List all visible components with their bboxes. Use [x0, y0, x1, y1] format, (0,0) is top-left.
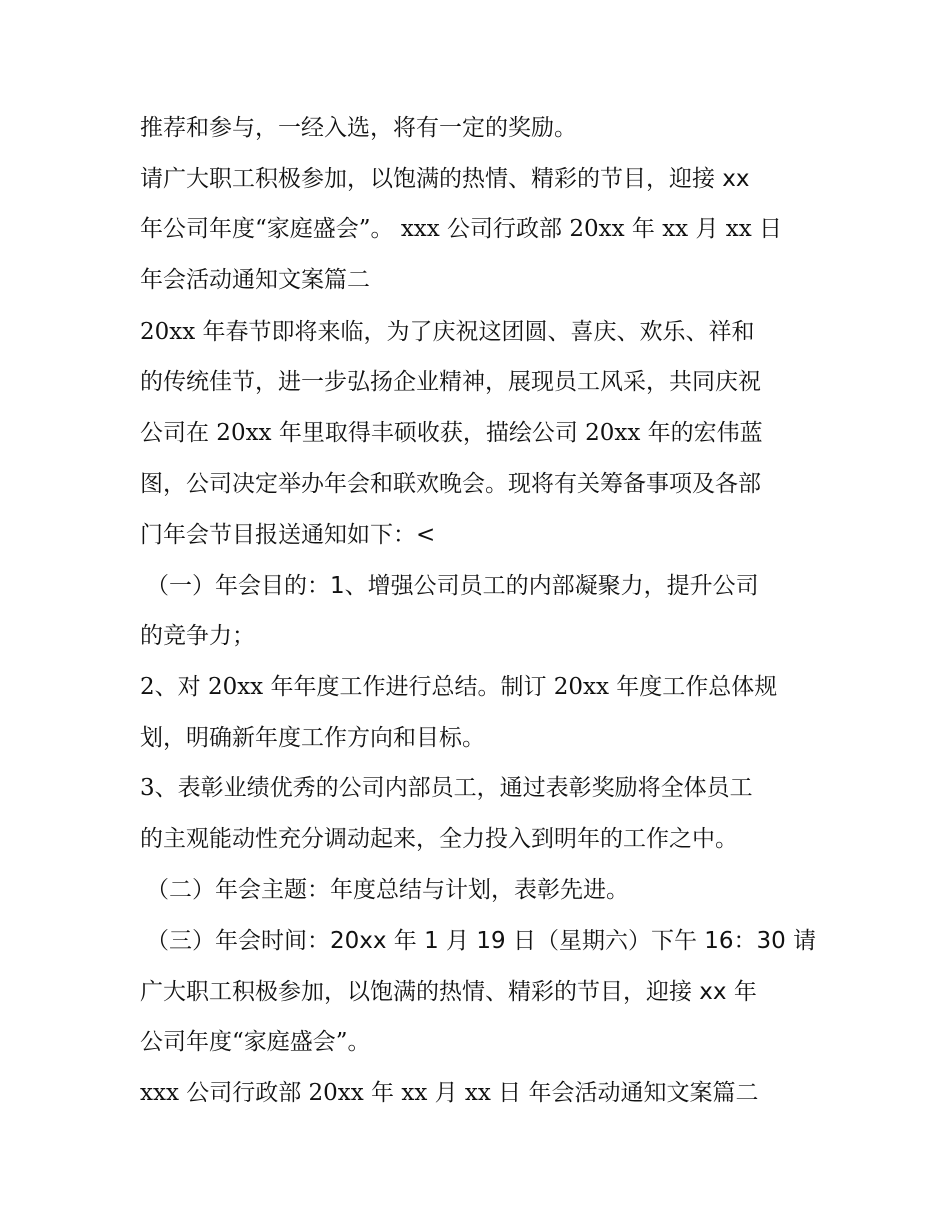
text-line-20: xxx 公司行政部 20xx 年 xx 月 xx 日 年会活动通知文案篇二 — [140, 1080, 759, 1106]
text-line-18: 广大职工积极参加，以饱满的热情、精彩的节目，迎接 xx 年 — [140, 979, 757, 1005]
text-line-15: 的主观能动性充分调动起来，全力投入到明年的工作之中。 — [140, 826, 738, 852]
text-line-2: 请广大职工积极参加，以饱满的热情、精彩的节目，迎接 xx — [140, 166, 750, 192]
text-line-9: 门年会节目报送通知如下：< — [140, 522, 436, 548]
text-line-14: 3、表彰业绩优秀的公司内部员工，通过表彰奖励将全体员工 — [140, 775, 753, 801]
text-line-19: 公司年度“家庭盛会”。 — [140, 1029, 371, 1055]
text-line-3: 年公司年度“家庭盛会”。 xxx 公司行政部 20xx 年 xx 月 xx 日 — [140, 216, 783, 242]
text-line-7: 公司在 20xx 年里取得丰硕收获，描绘公司 20xx 年的宏伟蓝 — [140, 420, 763, 446]
text-line-4: 年会活动通知文案篇二 — [140, 267, 370, 293]
text-line-13: 划，明确新年度工作方向和目标。 — [140, 725, 485, 751]
text-line-8: 图，公司决定举办年会和联欢晚会。现将有关筹备事项及各部 — [140, 471, 761, 497]
text-line-17: （三）年会时间：20xx 年 1 月 19 日（星期六）下午 16：30 请 — [146, 928, 817, 954]
text-line-1: 推荐和参与，一经入选，将有一定的奖励。 — [140, 115, 577, 141]
text-line-5: 20xx 年春节即将来临，为了庆祝这团圆、喜庆、欢乐、祥和 — [140, 319, 755, 345]
text-line-12: 2、对 20xx 年年度工作进行总结。制订 20xx 年度工作总体规 — [140, 674, 778, 700]
text-line-10: （一）年会目的：1、增强公司员工的内部凝聚力，提升公司 — [146, 573, 759, 599]
text-line-16: （二）年会主题：年度总结与计划，表彰先进。 — [146, 877, 629, 903]
text-line-11: 的竞争力； — [140, 623, 255, 649]
text-line-6: 的传统佳节，进一步弘扬企业精神，展现员工风采，共同庆祝 — [140, 369, 761, 395]
